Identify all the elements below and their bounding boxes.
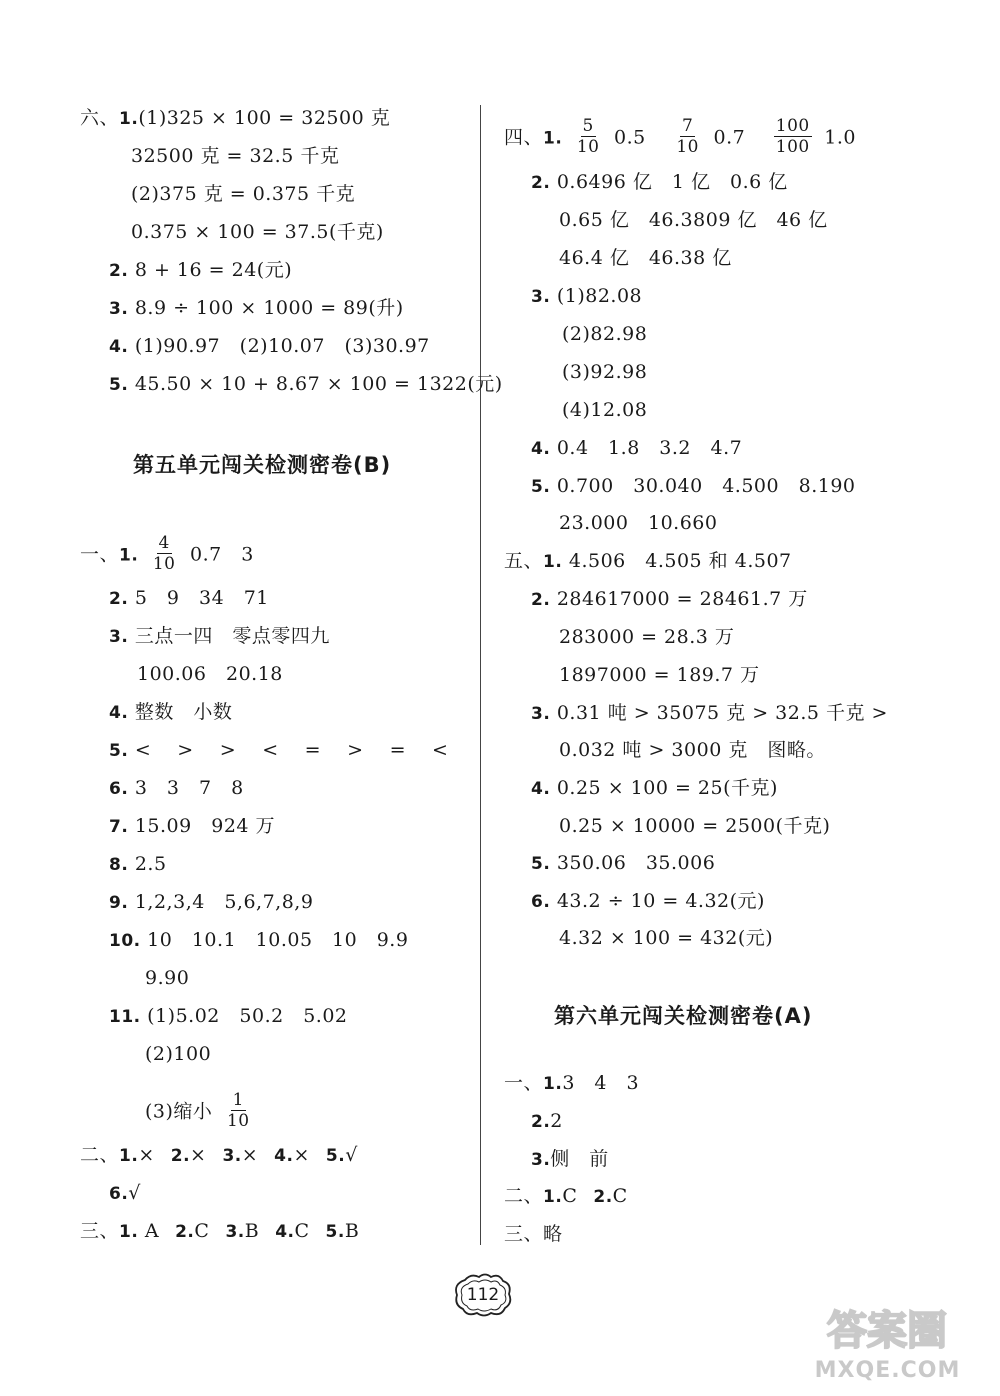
answer-line: 二、1.× 2.× 3.× 4.× 5.√ bbox=[80, 1144, 358, 1166]
watermark-logo-text: 答案圈 bbox=[827, 1308, 947, 1354]
answer-line: 5. < > > < = > = < bbox=[109, 739, 449, 761]
answer-line: 0.25 × 10000 = 2500(千克) bbox=[559, 815, 831, 837]
answer-line: 7. 15.09 924 万 bbox=[109, 815, 276, 837]
answer-line: (3)92.98 bbox=[562, 361, 648, 383]
answer-line: 2.2 bbox=[531, 1110, 563, 1132]
fraction: $\frac{5}{10}$ bbox=[576, 116, 600, 157]
answer-line: 三、1. A 2.C 3.B 4.C 5.B bbox=[80, 1220, 360, 1242]
answer-line: 3. 0.31 吨 > 35075 克 > 32.5 千克 > bbox=[531, 702, 888, 724]
answer-line: 9. 1,2,3,4 5,6,7,8,9 bbox=[109, 891, 314, 913]
answer-line: 2. 5 9 34 71 bbox=[109, 587, 269, 609]
watermark-logo-icon bbox=[785, 1300, 990, 1358]
answer-line: 5. 45.50 × 10 + 8.67 × 100 = 1322(元) bbox=[109, 373, 503, 395]
watermark-text: MXQE.COM bbox=[814, 1358, 961, 1383]
answer-line: 4.32 × 100 = 432(元) bbox=[559, 927, 774, 949]
answer-line: 6. 43.2 ÷ 10 = 4.32(元) bbox=[531, 890, 765, 912]
watermark bbox=[785, 1300, 990, 1390]
answer-line: 1897000 = 189.7 万 bbox=[559, 664, 760, 686]
fraction: $\frac{4}{10}$ bbox=[152, 533, 176, 574]
answer-line: 2. 284617000 = 28461.7 万 bbox=[531, 588, 808, 610]
answer-line: 46.4 亿 46.38 亿 bbox=[559, 247, 732, 269]
answer-line: 4. 0.4 1.8 3.2 4.7 bbox=[531, 437, 743, 459]
answer-line: 5. 0.700 30.040 4.500 8.190 bbox=[531, 475, 856, 497]
fraction: $\frac{100}{100}$ bbox=[775, 116, 810, 157]
answer-line: 五、1. 4.506 4.505 和 4.507 bbox=[504, 550, 792, 572]
answer-line: 0.032 吨 > 3000 克 图略。 bbox=[559, 739, 826, 761]
answer-line: 三、略 bbox=[504, 1223, 563, 1245]
page-number: 112 bbox=[466, 1285, 500, 1305]
answer-line: 4. (1)90.97 (2)10.07 (3)30.97 bbox=[109, 335, 430, 357]
column-divider bbox=[480, 105, 481, 1245]
answer-line: (2)82.98 bbox=[562, 323, 648, 345]
answer-line: 3. (1)82.08 bbox=[531, 285, 643, 307]
page-number-badge bbox=[451, 1272, 515, 1318]
answer-line: 0.375 × 100 = 37.5(千克) bbox=[131, 221, 384, 243]
answer-line: 100.06 20.18 bbox=[137, 663, 283, 685]
answer-line: 283000 = 28.3 万 bbox=[559, 626, 735, 648]
answer-line: 3.侧 前 bbox=[531, 1148, 609, 1170]
answer-line: 5. 350.06 35.006 bbox=[531, 852, 716, 874]
answer-line: (3)缩小 $\frac{1}{10}$ bbox=[145, 1090, 250, 1131]
section-heading: 第五单元闯关检测密卷(B) bbox=[133, 453, 392, 477]
answer-line: 11. (1)5.02 50.2 5.02 bbox=[109, 1005, 348, 1027]
answer-line: 六、1.(1)325 × 100 = 32500 克 bbox=[80, 107, 391, 129]
answer-line: (2)375 克 = 0.375 千克 bbox=[131, 183, 356, 205]
answer-line: 2. 8 + 16 = 24(元) bbox=[109, 259, 293, 281]
answer-line: (4)12.08 bbox=[562, 399, 648, 421]
answer-line: 6. 3 3 7 8 bbox=[109, 777, 244, 799]
answer-line: (2)100 bbox=[145, 1043, 212, 1065]
answer-line: 23.000 10.660 bbox=[559, 512, 718, 534]
answer-line: 3. 三点一四 零点零四九 bbox=[109, 625, 330, 647]
section-heading: 第六单元闯关检测密卷(A) bbox=[554, 1004, 813, 1028]
answer-line: 10. 10 10.1 10.05 10 9.9 bbox=[109, 929, 409, 951]
answer-line: 4. 整数 小数 bbox=[109, 701, 233, 723]
answer-line: 4. 0.25 × 100 = 25(千克) bbox=[531, 777, 778, 799]
answer-line: 3. 8.9 ÷ 100 × 1000 = 89(升) bbox=[109, 297, 404, 319]
answer-line: 四、1. $\frac{5}{10}$ 0.5 $\frac{7}{10}$ 0.7 $\frac{100}{100}$ 1.0 bbox=[504, 116, 856, 157]
answer-line: 2. 0.6496 亿 1 亿 0.6 亿 bbox=[531, 171, 788, 193]
answer-line: 6.√ bbox=[109, 1182, 141, 1204]
answer-line: 一、1.3 4 3 bbox=[504, 1072, 640, 1094]
answer-line: 0.65 亿 46.3809 亿 46 亿 bbox=[559, 209, 828, 231]
answer-line: 32500 克 = 32.5 千克 bbox=[131, 145, 340, 167]
fraction: $\frac{1}{10}$ bbox=[226, 1090, 250, 1131]
answer-line: 二、1.C 2.C bbox=[504, 1185, 628, 1207]
fraction: $\frac{7}{10}$ bbox=[676, 116, 699, 157]
answer-line: 8. 2.5 bbox=[109, 853, 167, 875]
answer-line: 一、1. $\frac{4}{10}$ 0.7 3 bbox=[80, 533, 254, 574]
answer-line: 9.90 bbox=[145, 967, 190, 989]
